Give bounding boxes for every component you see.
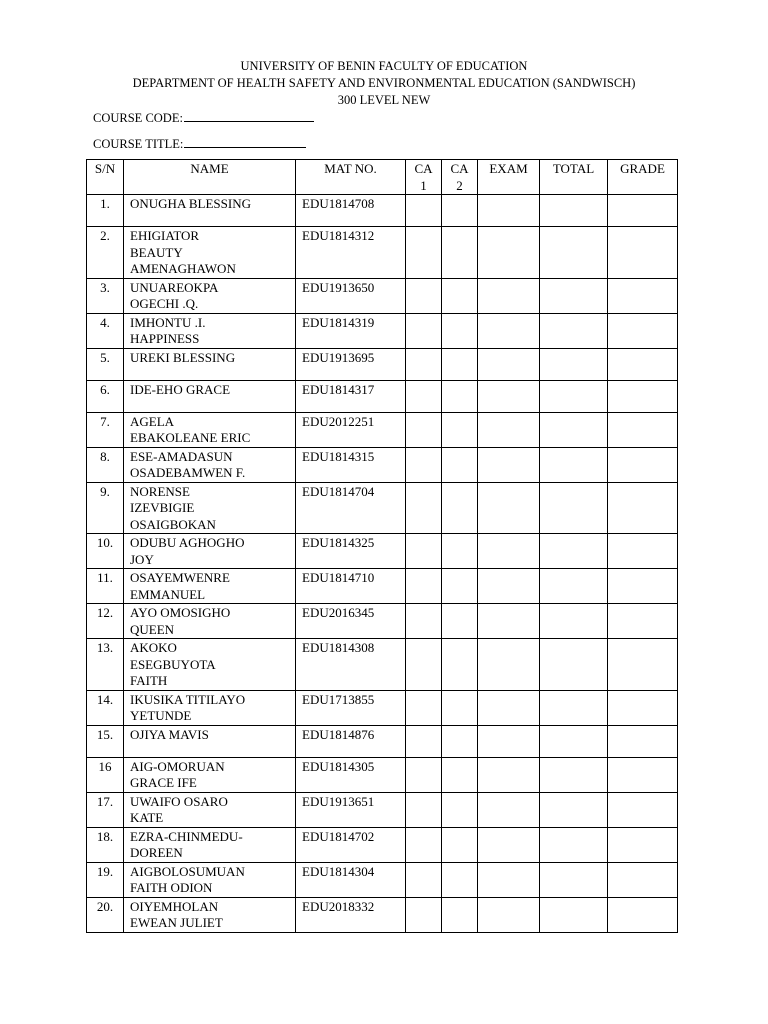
document-heading (0, 58, 768, 109)
course-title-label: COURSE TITLE: (93, 137, 184, 151)
row-name (124, 604, 296, 639)
row-sn: 4. (87, 313, 124, 348)
row-ca1-cell (406, 278, 442, 313)
row-sn: 20. (87, 897, 124, 932)
row-sn: 17. (87, 792, 124, 827)
table-row (87, 482, 678, 534)
row-mat-no: EDU1814317 (296, 380, 406, 412)
row-total-cell (540, 195, 608, 227)
heading-department: DEPARTMENT OF HEALTH SAFETY AND ENVIRONMENTAL EDUCATION (SANDWISCH) (132, 76, 636, 90)
row-name-line: NORENSE (130, 483, 190, 499)
course-code-label: COURSE CODE: (93, 111, 183, 125)
table-row (87, 313, 678, 348)
row-total-cell (540, 757, 608, 792)
row-name-line: AIGBOLOSUMUAN (130, 863, 245, 879)
row-grade-cell (608, 348, 678, 380)
row-total-cell (540, 227, 608, 279)
row-sn: 16 (87, 757, 124, 792)
row-name (124, 534, 296, 569)
row-ca1-cell (406, 534, 442, 569)
row-grade-cell (608, 313, 678, 348)
row-name-line: OSADEBAMWEN F. (130, 465, 246, 480)
row-total-cell (540, 639, 608, 691)
row-total-cell (540, 725, 608, 757)
row-ca1-cell (406, 348, 442, 380)
row-ca1-cell (406, 639, 442, 691)
row-name (124, 792, 296, 827)
row-ca1-cell (406, 482, 442, 534)
row-total-cell (540, 278, 608, 313)
table-row (87, 792, 678, 827)
table-row (87, 639, 678, 691)
row-name-line: IDE-EHO GRACE (130, 381, 231, 397)
row-grade-cell (608, 757, 678, 792)
row-mat-no: EDU2018332 (296, 897, 406, 932)
col-mat-no: MAT NO. (296, 160, 406, 195)
table-row (87, 897, 678, 932)
table-row (87, 757, 678, 792)
table-row (87, 569, 678, 604)
row-grade-cell (608, 639, 678, 691)
row-name (124, 412, 296, 447)
row-ca1-cell (406, 569, 442, 604)
table-row (87, 534, 678, 569)
heading-level: 300 LEVEL NEW (337, 93, 431, 107)
row-total-cell (540, 690, 608, 725)
score-sheet-table (86, 159, 678, 933)
row-name-line: FAITH (130, 673, 168, 688)
row-exam-cell (478, 792, 540, 827)
row-name (124, 862, 296, 897)
row-name-line: ODUBU AGHOGHO (130, 535, 245, 550)
row-mat-no: EDU2016345 (296, 604, 406, 639)
row-exam-cell (478, 482, 540, 534)
row-name (124, 827, 296, 862)
row-exam-cell (478, 827, 540, 862)
row-exam-cell (478, 569, 540, 604)
row-exam-cell (478, 897, 540, 932)
row-total-cell (540, 412, 608, 447)
col-grade: GRADE (608, 160, 678, 195)
row-name (124, 313, 296, 348)
row-name-line: UWAIFO OSARO (130, 793, 228, 809)
row-name-line: AIG-OMORUAN (130, 758, 225, 774)
row-name-line: IKUSIKA TITILAYO (130, 691, 246, 707)
row-grade-cell (608, 447, 678, 482)
row-grade-cell (608, 412, 678, 447)
row-total-cell (540, 534, 608, 569)
row-exam-cell (478, 639, 540, 691)
col-ca2-line1: CA (450, 161, 469, 176)
course-code-field (93, 109, 314, 126)
row-name (124, 348, 296, 380)
row-name-line: EWEAN JULIET (130, 915, 223, 930)
row-ca2-cell (442, 227, 478, 279)
table-row (87, 604, 678, 639)
col-ca2 (442, 160, 478, 195)
row-mat-no: EDU2012251 (296, 412, 406, 447)
row-mat-no: EDU1814708 (296, 195, 406, 227)
row-mat-no: EDU1814308 (296, 639, 406, 691)
row-ca1-cell (406, 792, 442, 827)
row-mat-no: EDU1814702 (296, 827, 406, 862)
row-name (124, 278, 296, 313)
row-name (124, 447, 296, 482)
row-ca2-cell (442, 604, 478, 639)
row-ca2-cell (442, 278, 478, 313)
row-name-line: AGELA (130, 413, 175, 429)
col-ca1-line1: CA (414, 161, 433, 176)
row-name-line: AYO OMOSIGHO (130, 605, 231, 620)
row-name-line: OJIYA MAVIS (130, 726, 209, 742)
row-ca2-cell (442, 447, 478, 482)
table-row (87, 227, 678, 279)
row-name-line: JOY (130, 551, 154, 567)
row-sn: 9. (87, 482, 124, 534)
row-name-line: ESE-AMADASUN (130, 448, 233, 464)
table-row (87, 690, 678, 725)
row-name (124, 569, 296, 604)
row-ca2-cell (442, 690, 478, 725)
row-ca2-cell (442, 482, 478, 534)
row-mat-no: EDU1814315 (296, 447, 406, 482)
row-name-line: DOREEN (130, 845, 183, 860)
row-mat-no: EDU1913651 (296, 792, 406, 827)
row-ca1-cell (406, 690, 442, 725)
row-exam-cell (478, 725, 540, 757)
row-ca1-cell (406, 862, 442, 897)
row-sn: 2. (87, 227, 124, 279)
row-grade-cell (608, 897, 678, 932)
row-name-line: OSAIGBOKAN (130, 516, 216, 532)
row-exam-cell (478, 862, 540, 897)
row-mat-no: EDU1913695 (296, 348, 406, 380)
row-sn: 6. (87, 380, 124, 412)
row-total-cell (540, 604, 608, 639)
row-name-line: IZEVBIGIE (130, 500, 195, 515)
row-ca2-cell (442, 897, 478, 932)
row-sn: 18. (87, 827, 124, 862)
row-ca2-cell (442, 862, 478, 897)
row-name-line: OSAYEMWENRE (130, 570, 230, 585)
row-ca1-cell (406, 380, 442, 412)
row-name-line: AMENAGHAWON (130, 261, 236, 276)
row-total-cell (540, 862, 608, 897)
row-grade-cell (608, 534, 678, 569)
row-name-line: FAITH ODION (130, 880, 213, 895)
row-sn: 3. (87, 278, 124, 313)
row-name (124, 380, 296, 412)
row-ca1-cell (406, 757, 442, 792)
row-ca1-cell (406, 447, 442, 482)
col-ca1 (406, 160, 442, 195)
row-name-line: GRACE IFE (130, 775, 197, 790)
col-ca1-line2: 1 (420, 177, 427, 193)
row-ca2-cell (442, 195, 478, 227)
row-total-cell (540, 569, 608, 604)
row-mat-no: EDU1814704 (296, 482, 406, 534)
col-ca2-line2: 2 (456, 177, 463, 193)
row-grade-cell (608, 195, 678, 227)
table-row (87, 412, 678, 447)
row-ca2-cell (442, 313, 478, 348)
course-code-blank (184, 109, 314, 122)
table-row (87, 827, 678, 862)
course-title-field (93, 135, 306, 152)
row-exam-cell (478, 348, 540, 380)
row-name-line: KATE (130, 810, 164, 825)
row-sn: 5. (87, 348, 124, 380)
row-grade-cell (608, 227, 678, 279)
row-ca1-cell (406, 313, 442, 348)
table-row (87, 278, 678, 313)
row-grade-cell (608, 792, 678, 827)
row-grade-cell (608, 482, 678, 534)
row-exam-cell (478, 313, 540, 348)
row-name (124, 725, 296, 757)
row-mat-no: EDU1814304 (296, 862, 406, 897)
row-exam-cell (478, 604, 540, 639)
row-exam-cell (478, 227, 540, 279)
row-exam-cell (478, 534, 540, 569)
row-name-line: UNUAREOKPA (130, 279, 219, 295)
row-mat-no: EDU1814876 (296, 725, 406, 757)
row-ca1-cell (406, 195, 442, 227)
row-name-line: ONUGHA BLESSING (130, 196, 251, 211)
row-sn: 14. (87, 690, 124, 725)
row-name-line: EHIGIATOR (130, 228, 200, 243)
row-mat-no: EDU1814305 (296, 757, 406, 792)
row-name (124, 482, 296, 534)
row-sn: 1. (87, 195, 124, 227)
row-total-cell (540, 348, 608, 380)
col-sn: S/N (87, 160, 124, 195)
row-mat-no: EDU1814325 (296, 534, 406, 569)
row-ca2-cell (442, 534, 478, 569)
row-total-cell (540, 897, 608, 932)
row-mat-no: EDU1814710 (296, 569, 406, 604)
row-total-cell (540, 482, 608, 534)
row-ca1-cell (406, 725, 442, 757)
table-row (87, 195, 678, 227)
course-title-blank (184, 135, 306, 148)
row-total-cell (540, 447, 608, 482)
row-sn: 12. (87, 604, 124, 639)
row-grade-cell (608, 569, 678, 604)
row-sn: 19. (87, 862, 124, 897)
row-total-cell (540, 792, 608, 827)
row-name-line: AKOKO (130, 640, 177, 655)
row-mat-no: EDU1713855 (296, 690, 406, 725)
row-exam-cell (478, 757, 540, 792)
row-sn: 13. (87, 639, 124, 691)
row-ca2-cell (442, 380, 478, 412)
row-grade-cell (608, 380, 678, 412)
row-name (124, 757, 296, 792)
row-mat-no: EDU1913650 (296, 278, 406, 313)
row-grade-cell (608, 827, 678, 862)
col-name: NAME (124, 160, 296, 195)
row-total-cell (540, 313, 608, 348)
row-sn: 15. (87, 725, 124, 757)
table-row (87, 725, 678, 757)
row-sn: 7. (87, 412, 124, 447)
table-row (87, 447, 678, 482)
row-mat-no: EDU1814312 (296, 227, 406, 279)
row-ca2-cell (442, 412, 478, 447)
row-name-line: OIYEMHOLAN (130, 898, 219, 914)
row-name-line: QUEEN (130, 621, 175, 637)
row-ca1-cell (406, 897, 442, 932)
row-name (124, 897, 296, 932)
row-name (124, 690, 296, 725)
row-name (124, 639, 296, 691)
table-row (87, 348, 678, 380)
row-name-line: EMMANUEL (130, 586, 206, 602)
row-ca2-cell (442, 639, 478, 691)
row-total-cell (540, 380, 608, 412)
row-ca2-cell (442, 827, 478, 862)
row-ca1-cell (406, 827, 442, 862)
row-ca2-cell (442, 569, 478, 604)
row-name-line: HAPPINESS (130, 331, 200, 346)
row-exam-cell (478, 278, 540, 313)
row-name-line: YETUNDE (130, 708, 192, 723)
table-header-row (87, 160, 678, 195)
table-row (87, 380, 678, 412)
row-name-line: OGECHI .Q. (130, 296, 199, 311)
row-sn: 11. (87, 569, 124, 604)
row-ca2-cell (442, 757, 478, 792)
row-name-line: IMHONTU .I. (130, 314, 206, 330)
row-mat-no: EDU1814319 (296, 313, 406, 348)
row-exam-cell (478, 412, 540, 447)
row-grade-cell (608, 725, 678, 757)
row-grade-cell (608, 862, 678, 897)
row-ca2-cell (442, 725, 478, 757)
row-grade-cell (608, 604, 678, 639)
row-ca1-cell (406, 604, 442, 639)
row-sn: 8. (87, 447, 124, 482)
row-total-cell (540, 827, 608, 862)
row-grade-cell (608, 690, 678, 725)
col-exam: EXAM (478, 160, 540, 195)
row-exam-cell (478, 195, 540, 227)
row-ca1-cell (406, 412, 442, 447)
row-name-line: EBAKOLEANE ERIC (130, 430, 251, 445)
row-exam-cell (478, 690, 540, 725)
row-name-line: EZRA-CHINMEDU- (130, 828, 243, 844)
row-name (124, 227, 296, 279)
row-exam-cell (478, 380, 540, 412)
row-name-line: UREKI BLESSING (130, 349, 236, 365)
row-name-line: ESEGBUYOTA (130, 656, 216, 672)
row-ca2-cell (442, 348, 478, 380)
row-sn: 10. (87, 534, 124, 569)
row-name-line: BEAUTY (130, 244, 183, 260)
heading-university: UNIVERSITY OF BENIN FACULTY OF EDUCATION (240, 59, 528, 73)
row-ca2-cell (442, 792, 478, 827)
row-exam-cell (478, 447, 540, 482)
row-grade-cell (608, 278, 678, 313)
col-total: TOTAL (540, 160, 608, 195)
row-name (124, 195, 296, 227)
row-ca1-cell (406, 227, 442, 279)
table-row (87, 862, 678, 897)
